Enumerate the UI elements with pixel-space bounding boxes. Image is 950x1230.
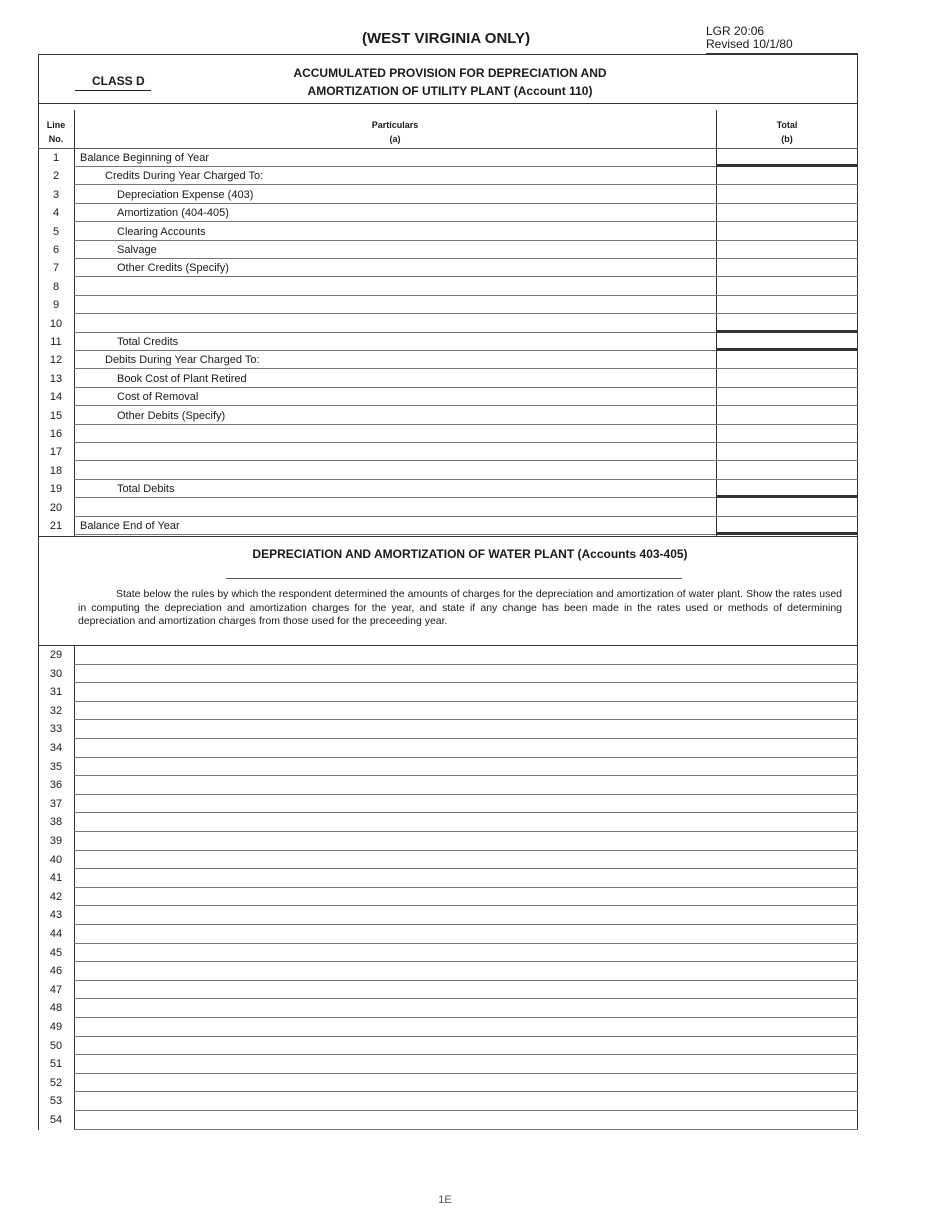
list-item — [38, 1037, 858, 1056]
section2-title-rule — [226, 578, 682, 579]
row-rule — [74, 534, 716, 535]
form-code: LGR 20:06 — [706, 24, 765, 38]
line-number: 3 — [52, 188, 60, 201]
list-item — [38, 702, 858, 721]
line-number: 33 — [49, 723, 63, 736]
table-row — [38, 517, 858, 535]
total-cell-rule — [716, 532, 858, 535]
table-row — [38, 278, 858, 296]
list-item — [38, 832, 858, 851]
row-label: Balance End of Year — [80, 520, 180, 532]
line-number: 16 — [49, 428, 63, 440]
row-label: Book Cost of Plant Retired — [117, 372, 247, 385]
table-row — [38, 204, 858, 222]
line-number: 9 — [52, 299, 60, 312]
table-row — [38, 259, 858, 277]
line-number: 19 — [49, 483, 63, 496]
table-row — [38, 296, 858, 314]
table-row — [38, 149, 858, 167]
write-in-rule — [74, 1129, 858, 1130]
section2-instructions: State below the rules by which the respondent determined the amounts of charges for the depreciation and amortization of water plant. Show the rates used in computing the depreciation and amortization charges for the year, and state if any change has been made in the rates used or methods of determining depreciation and amortization charges from those used for the preceeding year. — [78, 588, 842, 627]
list-item — [38, 646, 858, 665]
col-total-sub: (b) — [781, 134, 793, 144]
table-row — [38, 370, 858, 388]
line-number: 53 — [49, 1095, 63, 1108]
line-number: 13 — [49, 372, 63, 385]
list-item — [38, 1055, 858, 1074]
list-item — [38, 720, 858, 739]
line-number: 14 — [49, 391, 63, 404]
table-row — [38, 333, 858, 351]
line-number: 12 — [49, 354, 63, 367]
table-row — [38, 425, 858, 443]
section1-bottom-rule — [38, 536, 858, 537]
list-item — [38, 1111, 858, 1130]
line-number: 4 — [52, 207, 60, 220]
line-number: 37 — [49, 797, 63, 810]
line-number: 36 — [49, 779, 63, 792]
line-number: 52 — [49, 1076, 63, 1089]
table-row — [38, 241, 858, 259]
line-number: 51 — [49, 1058, 63, 1071]
list-item — [38, 758, 858, 777]
row-label: Credits During Year Charged To: — [105, 170, 264, 183]
row-label: Debits During Year Charged To: — [105, 354, 260, 367]
line-number: 15 — [49, 409, 63, 422]
row-label: Other Debits (Specify) — [117, 409, 226, 422]
row-label: Total Debits — [117, 483, 175, 496]
col-total: Total — [776, 120, 798, 130]
table-row — [38, 499, 858, 517]
line-number: 2 — [52, 170, 60, 183]
line-number: 5 — [52, 225, 60, 238]
line-number: 41 — [49, 872, 63, 885]
col-particulars-sub: (a) — [389, 134, 401, 144]
list-item — [38, 962, 858, 981]
list-item — [38, 906, 858, 925]
list-item — [38, 1074, 858, 1093]
line-number: 50 — [49, 1039, 63, 1052]
table-row — [38, 388, 858, 406]
line-number: 34 — [49, 742, 63, 754]
page-number: 1E — [438, 1194, 452, 1206]
table-row — [38, 167, 858, 185]
line-number: 38 — [49, 816, 63, 829]
revised-date: Revised 10/1/80 — [706, 37, 793, 51]
row-label: Salvage — [117, 244, 157, 256]
line-number: 44 — [49, 928, 63, 940]
row-label: Cost of Removal — [117, 391, 199, 404]
line-number: 30 — [49, 667, 63, 680]
table-row — [38, 443, 858, 461]
line-number: 11 — [50, 336, 62, 348]
col-particulars: Particulars — [371, 120, 419, 130]
page-title: (WEST VIRGINIA ONLY) — [362, 30, 531, 47]
line-number: 29 — [49, 649, 63, 661]
title-rule — [38, 103, 858, 104]
col-header-line-no — [38, 118, 74, 146]
line-number: 48 — [49, 1002, 63, 1015]
class-label: CLASS D — [92, 74, 145, 88]
section1-title-line2: AMORTIZATION OF UTILITY PLANT (Account 110) — [307, 84, 593, 98]
list-item — [38, 795, 858, 814]
row-label: Clearing Accounts — [117, 225, 206, 238]
col-header-particulars — [74, 118, 716, 146]
table-row — [38, 186, 858, 204]
list-item — [38, 665, 858, 684]
line-number: 39 — [49, 835, 63, 847]
list-item — [38, 999, 858, 1018]
line-number: 21 — [49, 520, 63, 532]
line-number: 7 — [52, 262, 60, 275]
line-number: 42 — [49, 890, 63, 903]
table-row — [38, 462, 858, 480]
table-row — [38, 407, 858, 425]
line-number: 17 — [49, 446, 63, 459]
row-label: Other Credits (Specify) — [117, 262, 229, 275]
list-item — [38, 683, 858, 702]
list-item — [38, 739, 858, 758]
list-item — [38, 776, 858, 795]
line-number: 47 — [49, 983, 63, 996]
list-item — [38, 888, 858, 907]
list-item — [38, 944, 858, 963]
class-underline — [75, 90, 151, 91]
line-number: 49 — [49, 1021, 63, 1033]
line-number: 32 — [49, 704, 63, 717]
row-label: Balance Beginning of Year — [80, 152, 210, 164]
list-item — [38, 1092, 858, 1111]
row-label: Amortization (404-405) — [117, 207, 229, 220]
line-number: 35 — [49, 760, 63, 773]
line-number: 10 — [49, 317, 63, 330]
table-row — [38, 351, 858, 369]
line-number: 46 — [49, 965, 63, 978]
line-number: 6 — [52, 244, 60, 256]
section1-title-line1: ACCUMULATED PROVISION FOR DEPRECIATION AND — [293, 66, 607, 80]
col-header-total — [716, 118, 858, 146]
col-no: No. — [48, 134, 64, 144]
line-number: 40 — [49, 853, 63, 866]
list-item — [38, 869, 858, 888]
table-row — [38, 315, 858, 333]
line-number: 1 — [52, 152, 60, 164]
line-number: 8 — [52, 280, 60, 293]
line-number: 43 — [49, 909, 63, 922]
table-row — [38, 223, 858, 241]
line-number: 20 — [49, 501, 63, 514]
form-number — [706, 25, 793, 51]
section1-title — [230, 64, 670, 100]
line-number: 18 — [49, 464, 63, 477]
list-item — [38, 813, 858, 832]
list-item — [38, 925, 858, 944]
list-item — [38, 981, 858, 1000]
line-number: 45 — [49, 946, 63, 959]
row-label: Total Credits — [117, 336, 179, 348]
line-number: 31 — [49, 686, 63, 699]
table-row — [38, 480, 858, 498]
col-line: Line — [46, 120, 66, 130]
list-item — [38, 851, 858, 870]
line-number: 54 — [49, 1114, 63, 1126]
row-label: Depreciation Expense (403) — [117, 188, 254, 201]
section2-title: DEPRECIATION AND AMORTIZATION OF WATER PLANT (Accounts 403-405) — [252, 547, 688, 561]
list-item — [38, 1018, 858, 1037]
